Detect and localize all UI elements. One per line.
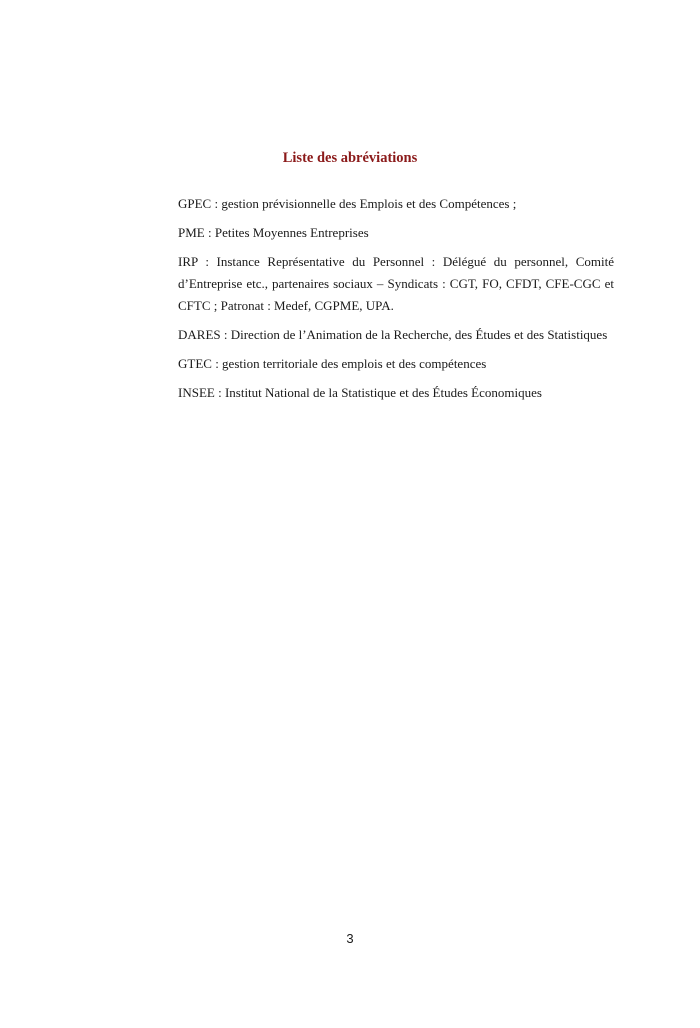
abbreviation-pme: PME : Petites Moyennes Entreprises (178, 225, 369, 240)
page-title: Liste des abréviations (282, 150, 418, 166)
abbreviation-dares: DARES : Direction de l’Animation de la Recherche, des Études et des Statistiques (178, 327, 608, 342)
abbreviation-gpec: GPEC : gestion prévisionnelle des Emplois et des Compétences ; (178, 196, 517, 211)
abbreviation-gtec: GTEC : gestion territoriale des emplois et des compétences (178, 356, 487, 371)
abbreviation-insee: INSEE : Institut National de la Statistique et des Études Économiques (178, 385, 542, 400)
page-number: 3 (346, 931, 354, 946)
abbreviation-irp: IRP : Instance Représentative du Personnel : Délégué du personnel, Comité d’Entreprise etc., partenaires sociaux – Syndicats : CGT, FO, CFDT, CFE-CGC et CFTC ; Patronat : Medef, CGPME, UPA. (178, 254, 614, 313)
